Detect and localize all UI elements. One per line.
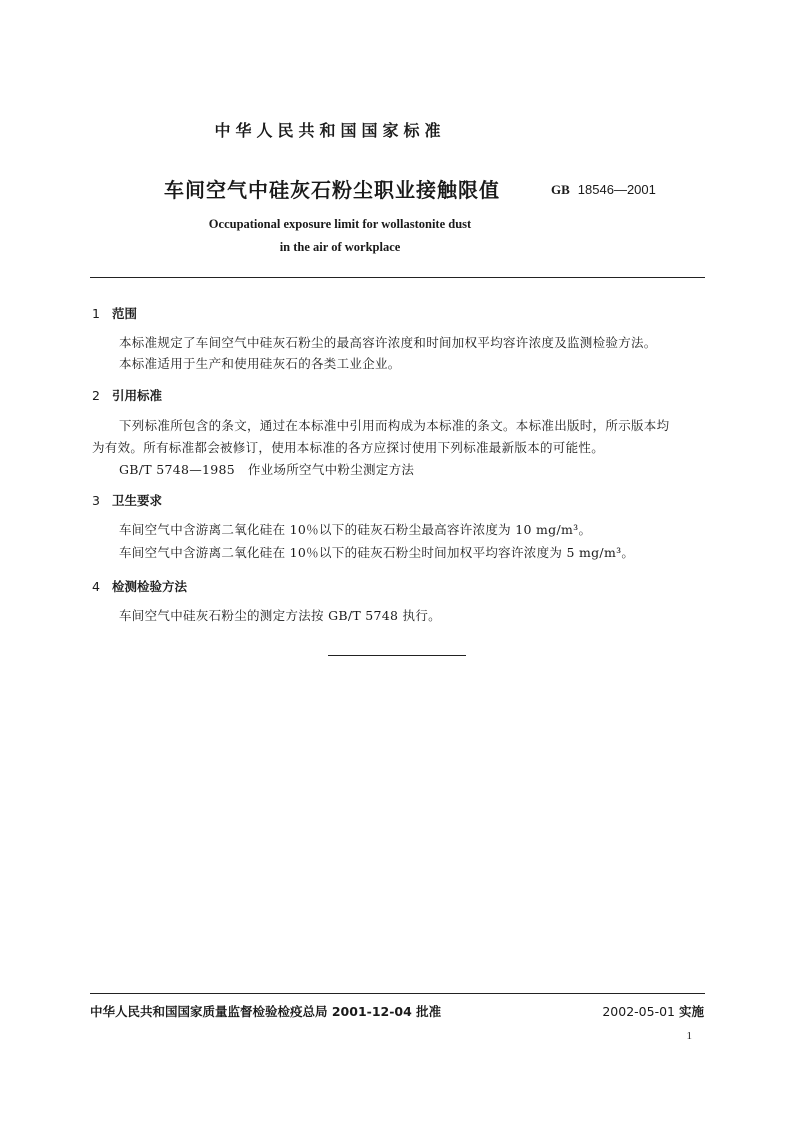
document-title-cn: 车间空气中硅灰石粉尘职业接触限值 — [164, 178, 500, 202]
section-number: 2 — [92, 388, 100, 403]
section-4-line-1: 车间空气中硅灰石粉尘的测定方法按 GB/T 5748 执行。 — [119, 608, 441, 623]
standard-number: 18546—2001 — [577, 182, 656, 197]
section-3-line-1: 车间空气中含游离二氧化硅在 10％以下的硅灰石粉尘最高容许浓度为 10 mg/m³。 — [119, 522, 592, 537]
section-1-line-1: 本标准规定了车间空气中硅灰石粉尘的最高容许浓度和时间加权平均容许浓度及监测检验方法。 — [119, 335, 657, 350]
section-4-heading — [92, 577, 187, 595]
document-title-en-line2: in the air of workplace — [279, 240, 401, 254]
effective-label: 实施 — [678, 1004, 704, 1019]
section-number: 3 — [92, 493, 100, 508]
section-3-heading — [92, 491, 162, 509]
approval-issuer: 中华人民共和国国家质量监督检验检疫总局 2001-12-04 批准 — [90, 1004, 442, 1019]
section-title: 引用标准 — [112, 388, 163, 403]
section-number: 1 — [92, 306, 100, 321]
section-number: 4 — [92, 579, 100, 594]
footer-rule — [90, 993, 705, 994]
section-1-heading — [92, 304, 137, 322]
national-standard-heading: 中华人民共和国国家标准 — [214, 121, 446, 140]
section-title: 检测检验方法 — [112, 579, 188, 594]
header-rule — [90, 277, 705, 278]
section-2-line-1: 下列标准所包含的条文，通过在本标准中引用而构成为本标准的条文。本标准出版时，所示版本均 — [119, 418, 670, 433]
standard-code — [551, 182, 656, 198]
section-title: 范围 — [112, 306, 138, 321]
end-rule — [328, 655, 466, 656]
effective-date-value: 2002-05-01 — [602, 1004, 675, 1019]
section-3-line-2: 车间空气中含游离二氧化硅在 10％以下的硅灰石粉尘时间加权平均容许浓度为 5 mg/m³。 — [119, 545, 635, 560]
section-1-line-2: 本标准适用于生产和使用硅灰石的各类工业企业。 — [119, 356, 401, 371]
section-2-heading — [92, 386, 162, 404]
page-number: 1 — [686, 1030, 692, 1042]
standard-prefix: GB — [551, 182, 570, 197]
effective-date — [602, 1002, 704, 1020]
section-2-line-2: 为有效。所有标准都会被修订，使用本标准的各方应探讨使用下列标准最新版本的可能性。 — [92, 440, 605, 455]
section-title: 卫生要求 — [112, 493, 163, 508]
document-title-en-line1: Occupational exposure limit for wollastonite dust — [208, 217, 472, 231]
section-2-reference: GB/T 5748—1985 作业场所空气中粉尘测定方法 — [119, 462, 415, 477]
